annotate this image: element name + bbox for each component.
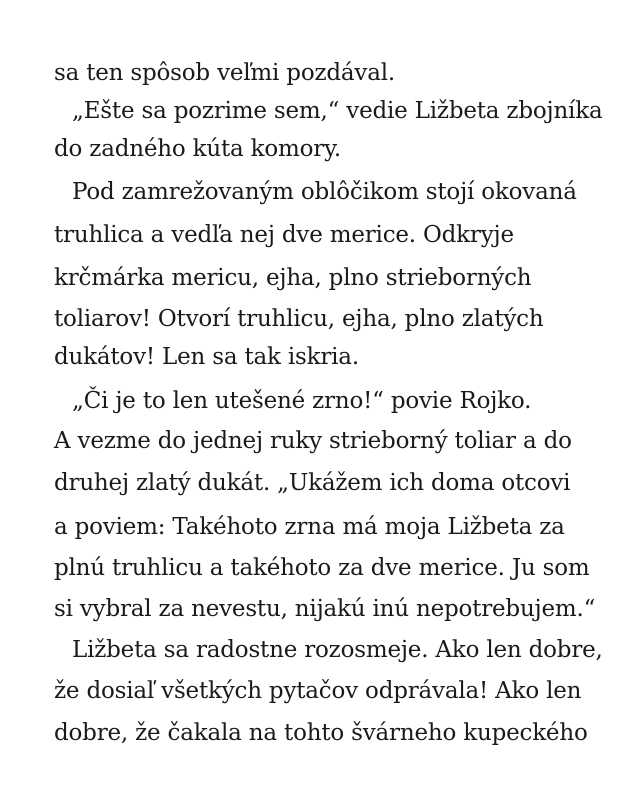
text-line: dukátov! Len sa tak iskria.: [54, 344, 359, 370]
text-line: krčmárka mericu, ejha, plno strieborných: [54, 265, 532, 291]
text-line: sa ten spôsob veľmi pozdával.: [54, 60, 395, 86]
text-line: A vezme do jednej ruky strieborný toliar a do: [54, 428, 572, 454]
text-line: plnú truhlicu a takéhoto za dve merice. Ju som: [54, 555, 590, 581]
text-line: toliarov! Otvorí truhlicu, ejha, plno zlatých: [54, 306, 544, 332]
text-line: druhej zlatý dukát. „Ukážem ich doma otcovi: [54, 470, 571, 496]
text-line: do zadného kúta komory.: [54, 136, 341, 162]
text-line: „Či je to len utešené zrno!“ povie Rojko.: [72, 388, 532, 414]
text-line: si vybral za nevestu, nijakú inú nepotrebujem.“: [54, 596, 596, 622]
text-line: a poviem: Takéhoto zrna má moja Ližbeta za: [54, 514, 565, 540]
text-line: Ližbeta sa radostne rozosmeje. Ako len dobre,: [72, 637, 603, 663]
text-line: „Ešte sa pozrime sem,“ vedie Ližbeta zbojníka: [72, 98, 603, 124]
text-line: že dosiaľ všetkých pytačov odprávala! Ako len: [54, 678, 582, 704]
text-line: truhlica a vedľa nej dve merice. Odkryje: [54, 222, 514, 248]
text-line: dobre, že čakala na tohto švárneho kupeckého: [54, 720, 588, 746]
text-line: Pod zamrežovaným oblôčikom stojí okovaná: [72, 179, 577, 205]
